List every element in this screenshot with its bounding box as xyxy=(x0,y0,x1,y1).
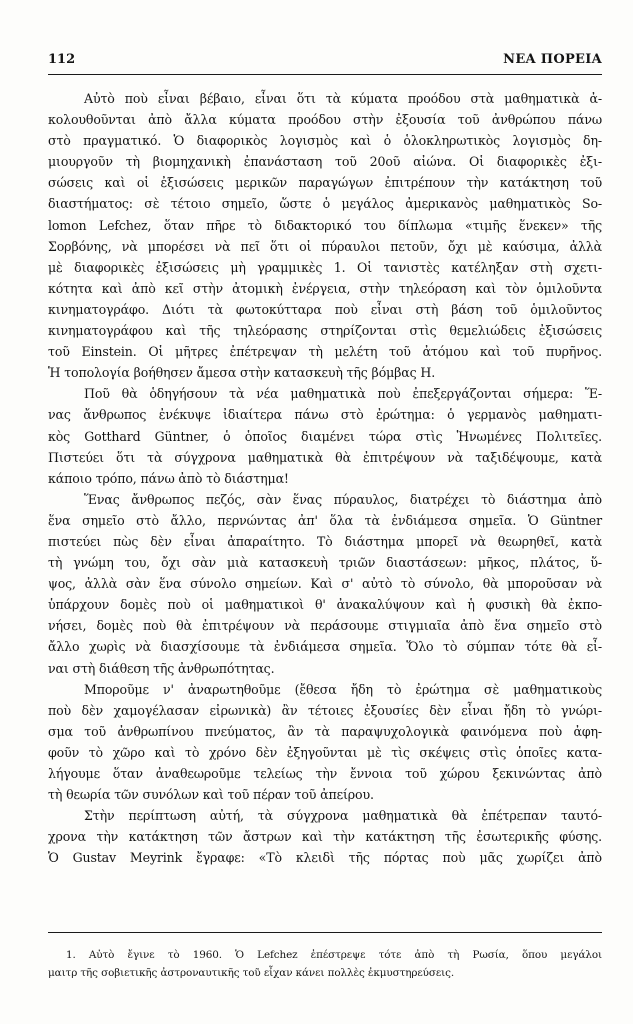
text-line: τὴ γνώμη του, ὄχι σὰν μιὰ κατασκευὴ τριῶν διαστάσεων: μῆκος, πλάτος, ὕ- xyxy=(48,555,602,571)
text-line: μὲ διαφορικὲς ἐξισώσεις μὴ γραμμικὲς 1. Οἱ τανιστὲς κατέληξαν στὴ σχετι- xyxy=(48,259,602,275)
text-line: τοῦ Einstein. Οἱ μῆτρες ἐπέτρεψαν τὴ μελέτη τοῦ ἀτόμου καὶ τοῦ πυρῆνος. xyxy=(48,344,602,360)
text-line: Πιστεύει ὅτι τὰ σύγχρονα μαθηματικὰ θὰ ἐπιτρέψουν νὰ ταξιδέψουμε, κατὰ xyxy=(48,449,602,465)
page-number: 112 xyxy=(48,52,76,67)
text-line: σώσεις καὶ οἱ ἐξισώσεις μερικῶν παραγώγων ἐπιτρέπουν τὴν κατάκτηση τοῦ xyxy=(48,175,602,191)
text-line: Σορβόνης, νὰ μπορέσει νὰ πεῖ ὅτι οἱ πύραυλοι πετοῦν, ὄχι μὲ καύσιμα, ἀλλὰ xyxy=(48,238,602,254)
text-line: νήσει, δομὲς ποὺ θὰ ἐπιτρέψουν νὰ περάσουμε στιγμιαῖα ἀπὸ ἕνα σημεῖο στὸ xyxy=(48,618,602,634)
text-line: ἄλλο χωρὶς νὰ διασχίσουμε τὰ ἐνδιάμεσα σημεῖα. Ὅλο τὸ σύμπαν τότε θὰ εἶ- xyxy=(48,639,602,655)
text-line: ὑπάρχουν δομὲς ποὺ οἱ μαθηματικοὶ θ' ἀνακαλύψουν καὶ ἡ φυσικὴ θὰ ἐκπο- xyxy=(48,597,602,613)
text-line: νας ἄνθρωπος ἐνέκυψε ἰδιαίτερα πάνω στὸ ἐρώτημα: ὁ γερμανὸς μαθηματι- xyxy=(48,407,602,423)
footnote xyxy=(48,946,602,982)
footnote-line: 1. Αὐτὸ ἔγινε τὸ 1960. Ὁ Lefchez ἐπέστρεψε τότε ἀπὸ τὴ Ρωσία, ὅπου μεγάλοι xyxy=(66,949,602,961)
text-line: κινηματογράφο. Διότι τὰ φωτοκύτταρα ποὺ εἶναι στὴ βάση τοῦ ὁμιλοῦντος xyxy=(48,301,602,317)
text-line: φοῦν τὸ χῶρο καὶ τὸ χρόνο δὲν ἐξηγοῦνται μὲ τὶς σκέψεις στὶς ὁποῖες κατα- xyxy=(48,744,602,760)
footnote-line: μαιτρ τῆς σοβιετικῆς ἀστροναυτικῆς τοῦ εἶχαν κάνει πολλὲς ἐκμυστηρεύσεις. xyxy=(48,967,455,979)
text-line: κάποιο τρόπο, πάνω ἀπὸ τὸ διάστημα! xyxy=(48,470,289,486)
text-line: στὸ πραγματικό. Ὁ διαφορικὸς λογισμὸς καὶ ὁ ὁλοκληρωτικὸς λογισμὸς δη- xyxy=(48,133,602,149)
text-line: κολουθοῦνται ἀπὸ ἄλλα κύματα προόδου στὴν ἐξουσία τοῦ ἀνθρώπου πάνω xyxy=(48,112,602,128)
text-line: διαστήματος: σὲ τέτοιο σημεῖο, ὥστε ὁ μεγάλος ἀμερικανὸς μαθηματικὸς So- xyxy=(48,196,602,212)
text-line: ἕνα σημεῖο στὸ ἄλλο, περνώντας ἀπ' ὅλα τὰ ἐνδιάμεσα σημεῖα. Ὁ Güntner xyxy=(48,512,602,528)
running-title: ΝΕΑ ΠΟΡΕΙΑ xyxy=(503,52,602,67)
text-line: lomon Lefchez, ὅταν πῆρε τὸ διδακτορικό του δίπλωμα «τιμῆς ἕνεκεν» τῆς xyxy=(48,217,602,233)
body-text xyxy=(48,88,602,868)
page-header xyxy=(48,52,602,72)
text-line: Ἕνας ἄνθρωπος πεζός, σὰν ἕνας πύραυλος, διατρέχει τὸ διάστημα ἀπὸ xyxy=(84,491,602,507)
text-line: χρονα τὴν κατάκτηση τῶν ἄστρων καὶ τὴν κατάκτηση τῆς ἐσωτερικῆς φύσης. xyxy=(48,829,602,845)
text-line: Στὴν περίπτωση αὐτή, τὰ σύγχρονα μαθηματικὰ θὰ ἐπέτρεπαν ταυτό- xyxy=(84,808,602,824)
text-line: κινηματογράφου καὶ τῆς τηλεόρασης στηρίζονται στὶς θεμελιώδεις ἐξισώσεις xyxy=(48,323,602,339)
text-line: Ὁ Gustav Meyrink ἔγραφε: «Τὸ κλειδὶ τῆς πόρτας ποὺ μᾶς χωρίζει ἀπὸ xyxy=(48,850,602,866)
text-line: κότητα καὶ ἀπὸ κεῖ στὴν ἀτομικὴ ἐνέργεια, στὴν τηλεόραση καὶ τὸν ὁμιλοῦντα xyxy=(48,280,602,296)
text-line: Μποροῦμε ν' ἀναρωτηθοῦμε (ἔθεσα ἤδη τὸ ἐρώτημα σὲ μαθηματικοὺς xyxy=(84,681,602,697)
text-line: τὴ θεωρία τῶν συνόλων καὶ τοῦ πέραν τοῦ ἀπείρου. xyxy=(48,787,374,803)
text-line: πιστεύει πὼς δὲν εἶναι ἀπαραίτητο. Τὸ διάστημα μπορεῖ νὰ θεωρηθεῖ, κατὰ xyxy=(48,533,602,549)
footnote-rule xyxy=(48,932,602,933)
header-rule xyxy=(48,74,602,75)
text-line: ποὺ δὲν χαμογέλασαν εἰρωνικὰ) ἂν τέτοιες ἐξουσίες δὲν εἶναι ἤδη τὸ γνώρι- xyxy=(48,702,602,718)
text-line: ναι στὴ διάθεση τῆς ἀνθρωπότητας. xyxy=(48,660,275,676)
text-line: Ἡ τοπολογία βοήθησεν ἄμεσα στὴν κατασκευὴ τῆς βόμβας Η. xyxy=(48,365,436,381)
text-line: κὸς Gotthard Güntner, ὁ ὁποῖος διαμένει τώρα στὶς Ἡνωμένες Πολιτεῖες. xyxy=(48,428,602,444)
text-line: λήγουμε ὅταν ἀναθεωροῦμε τελείως τὴν ἔννοια τοῦ χώρου ξεκινώντας ἀπὸ xyxy=(48,766,602,781)
text-line: σμα τοῦ ἀνθρωπίνου πνεύματος, ἂν τὰ παραψυχολογικὰ φαινόμενα ποὺ ἀφη- xyxy=(48,723,602,739)
text-line: μιουργοῦν τὴ βιομηχανικὴ ἐπανάσταση τοῦ 20οῦ αἰώνα. Οἱ διαφορικὲς ἐξι- xyxy=(48,154,602,170)
text-line: Αὐτὸ ποὺ εἶναι βέβαιο, εἶναι ὅτι τὰ κύματα προόδου στὰ μαθηματικὰ ἀ- xyxy=(84,91,602,106)
text-line: Ποῦ θὰ ὁδηγήσουν τὰ νέα μαθηματικὰ ποὺ ἐπεξεργάζονται σήμερα: Ἕ- xyxy=(84,386,602,402)
text-line: ψος, ἀλλὰ σὰν ἕνα σύνολο σημείων. Καὶ σ' αὐτὸ τὸ σύνολο, θὰ μποροῦσαν νὰ xyxy=(48,576,602,592)
